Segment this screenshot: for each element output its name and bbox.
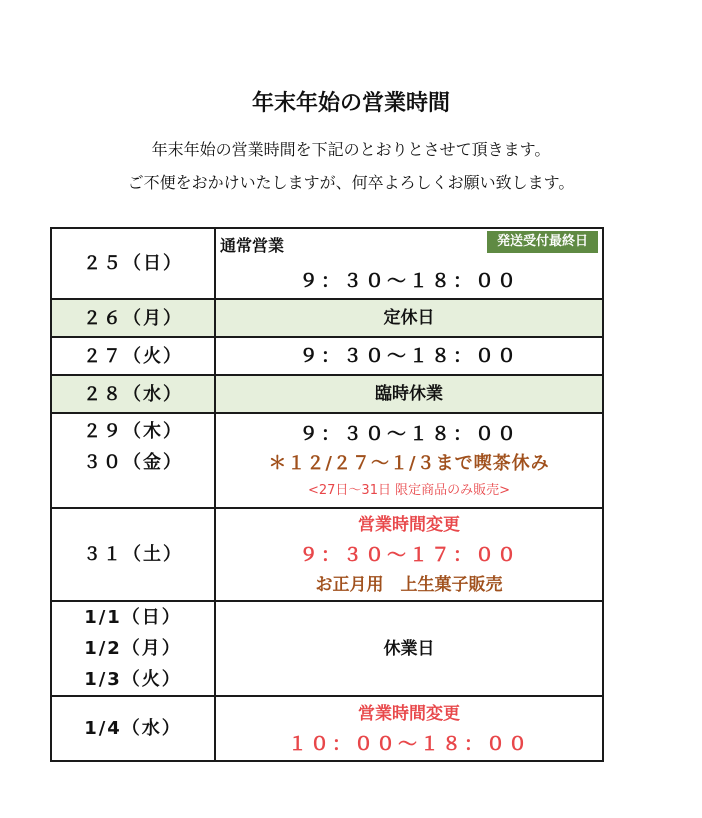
page-title: 年末年始の営業時間	[251, 91, 450, 116]
date-label: ２５（日）	[83, 253, 183, 274]
last-shipping-day-badge: 発送受付最終日	[487, 231, 598, 253]
hours-change-label: 営業時間変更	[358, 514, 460, 535]
date-label: 1/1（日）	[84, 607, 182, 628]
hours-change-label: 営業時間変更	[358, 703, 460, 724]
date-label: 1/4（水）	[84, 718, 182, 739]
closed-text: 定休日	[383, 308, 435, 328]
table-row	[51, 508, 603, 601]
temporary-closure-text: 臨時休業	[375, 384, 443, 404]
hours-text: ９：３０～１７：００	[298, 543, 519, 566]
table-row	[51, 601, 603, 696]
info-cell	[215, 508, 603, 601]
date-label: ２７（火）	[83, 345, 183, 367]
date-label: 1/2（月）	[84, 638, 182, 659]
regular-hours-label: 通常営業	[220, 236, 285, 255]
info-cell	[215, 299, 603, 337]
table-row	[51, 696, 603, 761]
date-cell	[51, 508, 215, 601]
info-cell	[215, 413, 603, 508]
date-label: ２９（木）	[83, 421, 183, 442]
date-cell	[51, 696, 215, 761]
date-cell	[51, 299, 215, 337]
date-cell	[51, 337, 215, 375]
date-cell	[51, 228, 215, 299]
table-row	[51, 228, 603, 299]
schedule-table	[50, 227, 604, 762]
info-cell	[215, 601, 603, 696]
date-label: 1/3（火）	[84, 669, 182, 690]
table-row	[51, 375, 603, 413]
date-cell	[51, 601, 215, 696]
hours-text: ９：３０～１８：００	[298, 269, 519, 292]
hours-text: １０：００～１８：００	[287, 732, 530, 755]
info-cell	[215, 696, 603, 761]
hours-text: ９：３０～１８：００	[298, 345, 519, 367]
intro-line-1: 年末年始の営業時間を下記のとおりとさせて頂きます。	[151, 140, 551, 159]
cafe-closed-note: ＊１２/２７～１/３まで喫茶休み	[268, 452, 550, 474]
info-cell	[215, 337, 603, 375]
table-row	[51, 299, 603, 337]
date-cell	[51, 375, 215, 413]
date-label: ２６（月）	[83, 307, 183, 329]
intro-line-2: ご不便をおかけいたしますが、何卒よろしくお願い致します。	[127, 173, 575, 192]
date-label: ３０（金）	[83, 452, 183, 473]
limited-sales-note: <27日～31日 限定商品のみ販売>	[307, 482, 510, 498]
date-label: ３１（土）	[83, 544, 183, 565]
date-label: ２８（水）	[83, 383, 183, 405]
holiday-text: 休業日	[383, 638, 435, 659]
info-cell	[215, 375, 603, 413]
new-year-sweets-note: お正月用 上生菓子販売	[315, 574, 503, 595]
hours-text: ９：３０～１８：００	[298, 422, 519, 445]
table-row	[51, 337, 603, 375]
date-cell	[51, 413, 215, 508]
table-row	[51, 413, 603, 508]
info-cell	[215, 228, 603, 299]
